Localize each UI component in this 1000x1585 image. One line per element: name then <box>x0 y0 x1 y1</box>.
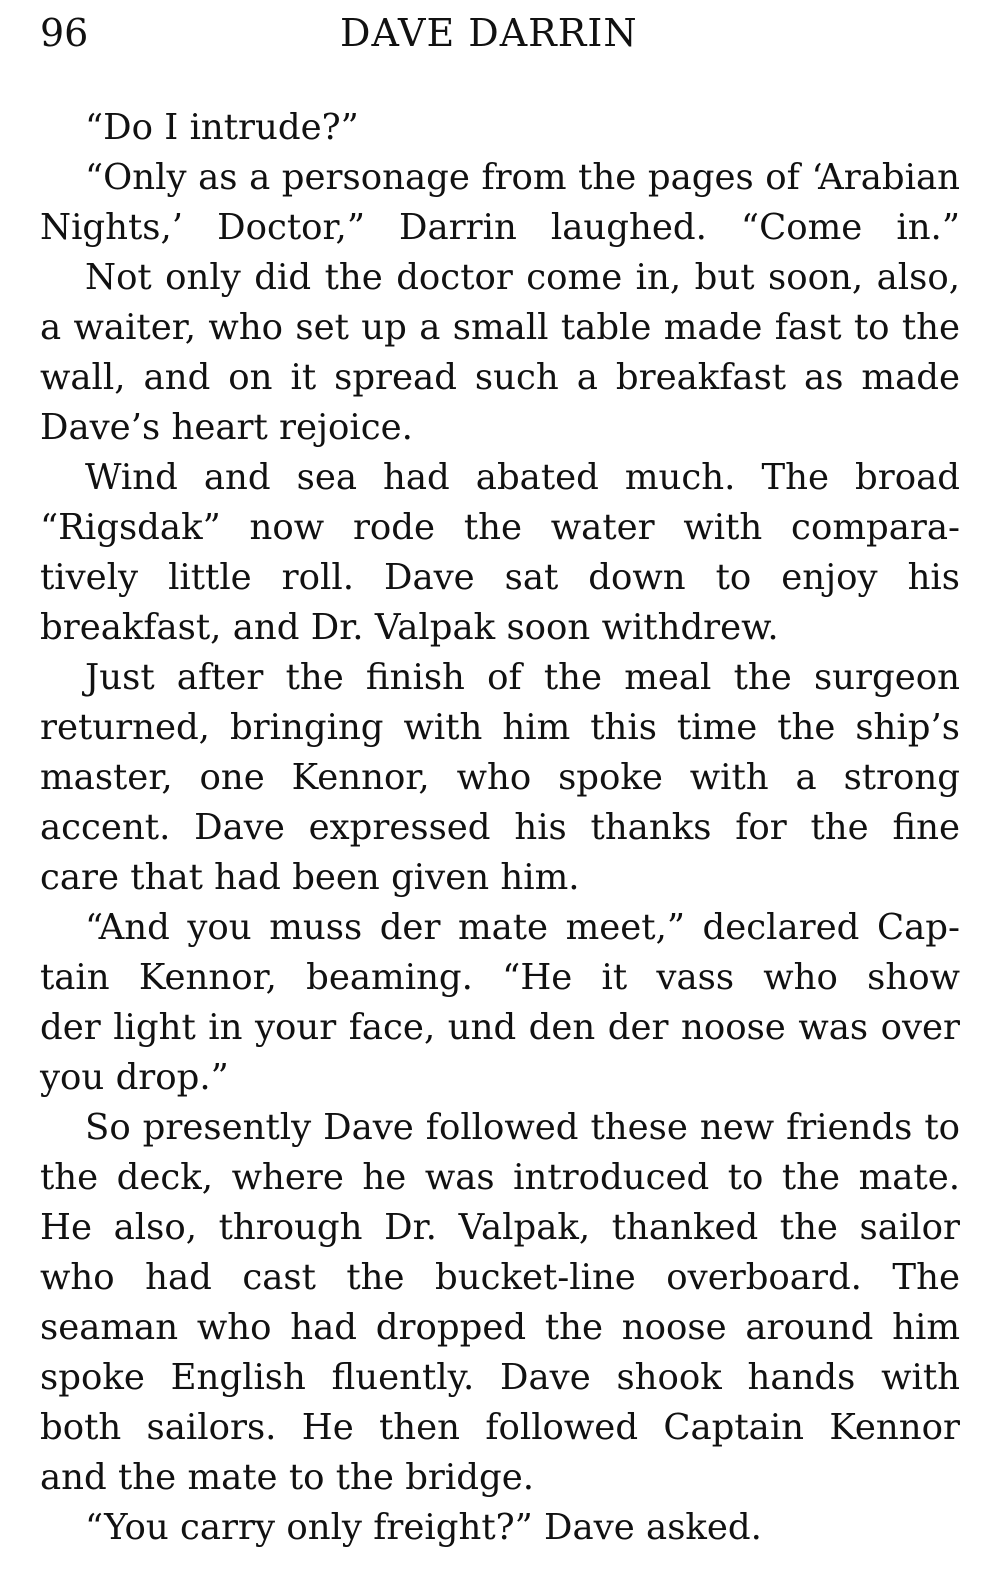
text-line: both sailors. He then followed Captain Kennor <box>40 1407 960 1448</box>
text-line: and the mate to the bridge. <box>40 1457 534 1498</box>
text-line: tain Kennor, beaming. “He it vass who show <box>40 957 960 998</box>
text-line: who had cast the bucket-line overboard. The <box>40 1257 960 1298</box>
text-line: “You carry only freight?” Dave asked. <box>85 1507 762 1548</box>
text-line: returned, bringing with him this time the ship’s <box>40 707 960 748</box>
text-line: “Only as a personage from the pages of ‘Arabian <box>85 157 960 198</box>
text-line: “Do I intrude?” <box>85 107 359 148</box>
text-line: spoke English fluently. Dave shook hands with <box>40 1357 960 1398</box>
text-line: Just after the finish of the meal the surgeon <box>85 657 960 698</box>
text-line: “Rigsdak” now rode the water with compara- <box>40 507 960 548</box>
text-line: you drop.” <box>40 1057 229 1098</box>
text-line: Not only did the doctor come in, but soon, also, <box>85 257 960 298</box>
text-line: He also, through Dr. Valpak, thanked the sailor <box>40 1207 960 1248</box>
page-number: 96 <box>40 11 89 55</box>
text-line: “And you muss der mate meet,” declared Cap- <box>85 907 960 948</box>
page-header <box>40 8 960 58</box>
text-line: So presently Dave followed these new friends to <box>85 1107 960 1148</box>
text-line: tively little roll. Dave sat down to enjoy his <box>40 557 960 598</box>
text-line: Wind and sea had abated much. The broad <box>85 457 960 498</box>
body-text <box>40 103 960 1553</box>
text-line: Nights,’ Doctor,” Darrin laughed. “Come in.” <box>40 207 960 248</box>
text-line: breakfast, and Dr. Valpak soon withdrew. <box>40 607 779 648</box>
text-line: a waiter, who set up a small table made fast to the <box>40 307 960 348</box>
text-line: der light in your face, und den der noose was over <box>40 1007 960 1048</box>
text-line: care that had been given him. <box>40 857 580 898</box>
running-head: DAVE DARRIN <box>340 11 638 55</box>
text-line: wall, and on it spread such a breakfast as made <box>40 357 960 398</box>
text-line: the deck, where he was introduced to the mate. <box>40 1157 960 1198</box>
text-line: accent. Dave expressed his thanks for the fine <box>40 807 960 848</box>
text-line: seaman who had dropped the noose around him <box>40 1307 960 1348</box>
text-line: master, one Kennor, who spoke with a strong <box>40 757 960 798</box>
text-line: Dave’s heart rejoice. <box>40 407 413 448</box>
